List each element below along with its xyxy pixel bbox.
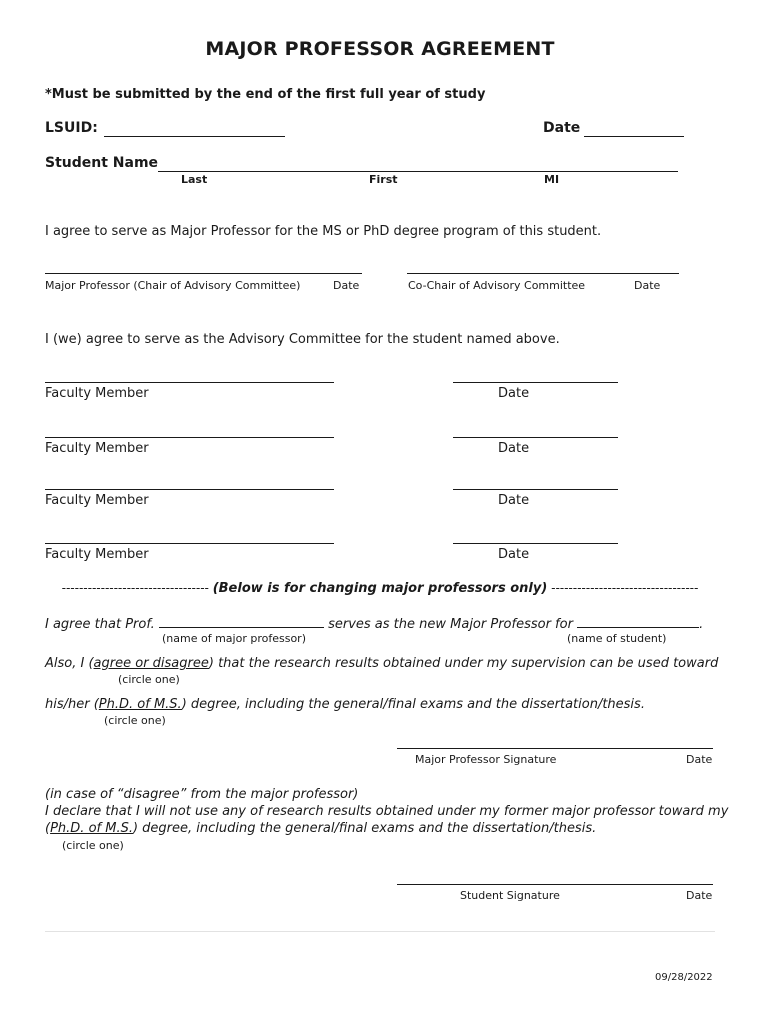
faculty-member-label: Faculty Member bbox=[45, 547, 149, 562]
faculty-signature-field[interactable] bbox=[45, 437, 334, 438]
student-degree-statement bbox=[45, 821, 596, 836]
date-field[interactable] bbox=[584, 136, 684, 137]
cochair-date-caption: Date bbox=[634, 279, 661, 292]
change-section-heading bbox=[45, 581, 715, 596]
faculty-signature-field[interactable] bbox=[45, 382, 334, 383]
research-text-2: ) that the research results obtained under my supervision can be used toward bbox=[208, 656, 719, 671]
student-degree-text: ) degree, including the general/final exams and the dissertation/thesis. bbox=[132, 821, 597, 836]
degree-statement bbox=[45, 697, 645, 712]
student-name-field[interactable] bbox=[158, 171, 678, 172]
name-of-major-professor-caption: (name of major professor) bbox=[162, 632, 306, 645]
major-professor-caption: Major Professor (Chair of Advisory Committee) bbox=[45, 279, 301, 292]
dashes-left: ---------------------------------- bbox=[61, 581, 209, 595]
student-signature-caption: Student Signature bbox=[460, 889, 560, 902]
cochair-caption: Co-Chair of Advisory Committee bbox=[408, 279, 586, 292]
student-name-blank[interactable] bbox=[577, 615, 699, 628]
major-professor-statement: I agree to serve as Major Professor for the MS or PhD degree program of this student. bbox=[45, 224, 602, 239]
faculty-date-field[interactable] bbox=[453, 489, 618, 490]
footer-date: 09/28/2022 bbox=[655, 972, 713, 983]
middle-initial-caption: MI bbox=[544, 173, 560, 186]
faculty-date-label: Date bbox=[498, 547, 530, 562]
major-professor-signature-caption: Major Professor Signature bbox=[415, 753, 557, 766]
new-professor-text-1: I agree that Prof. bbox=[45, 617, 159, 632]
footer-divider bbox=[45, 931, 715, 932]
faculty-member-label: Faculty Member bbox=[45, 386, 149, 401]
circle-one-caption: (circle one) bbox=[118, 673, 180, 686]
faculty-date-field[interactable] bbox=[453, 543, 618, 544]
disagree-note: (in case of “disagree” from the major professor) bbox=[45, 787, 359, 802]
new-professor-statement bbox=[45, 615, 703, 632]
research-text-1: Also, I ( bbox=[45, 656, 94, 671]
committee-statement: I (we) agree to serve as the Advisory Committee for the student named above. bbox=[45, 332, 560, 347]
major-professor-date-caption: Date bbox=[333, 279, 360, 292]
new-professor-text-2: serves as the new Major Professor for bbox=[323, 617, 578, 632]
faculty-member-label: Faculty Member bbox=[45, 493, 149, 508]
dashes-right: ---------------------------------- bbox=[551, 581, 699, 595]
student-signature-date-caption: Date bbox=[686, 889, 713, 902]
page-title: MAJOR PROFESSOR AGREEMENT bbox=[205, 38, 555, 60]
faculty-date-field[interactable] bbox=[453, 382, 618, 383]
degree-text-1: his/her ( bbox=[45, 697, 99, 712]
major-professor-name-field[interactable] bbox=[159, 615, 324, 628]
change-section-title: (Below is for changing major professors only) bbox=[212, 581, 548, 596]
student-name-label: Student Name bbox=[45, 155, 159, 171]
major-professor-signature-line[interactable] bbox=[397, 748, 713, 749]
circle-one-caption: (circle one) bbox=[104, 714, 166, 727]
faculty-date-label: Date bbox=[498, 441, 530, 456]
lsuid-label: LSUID: bbox=[45, 120, 98, 136]
faculty-signature-field[interactable] bbox=[45, 489, 334, 490]
student-signature-line[interactable] bbox=[397, 884, 713, 885]
lsuid-field[interactable] bbox=[104, 136, 285, 137]
submission-note: *Must be submitted by the end of the first full year of study bbox=[45, 87, 486, 102]
faculty-date-label: Date bbox=[498, 493, 530, 508]
faculty-signature-field[interactable] bbox=[45, 543, 334, 544]
agree-disagree-choice[interactable]: agree or disagree bbox=[93, 656, 209, 671]
new-professor-text-3: . bbox=[699, 617, 704, 632]
date-label: Date bbox=[543, 120, 581, 136]
student-degree-open: ( bbox=[45, 821, 51, 836]
degree-choice[interactable]: Ph.D. of M.S. bbox=[98, 697, 182, 712]
name-of-student-caption: (name of student) bbox=[567, 632, 667, 645]
faculty-date-label: Date bbox=[498, 386, 530, 401]
first-name-caption: First bbox=[369, 173, 398, 186]
circle-one-caption: (circle one) bbox=[62, 839, 124, 852]
student-degree-choice[interactable]: Ph.D. of M.S. bbox=[50, 821, 133, 836]
student-declaration: I declare that I will not use any of research results obtained under my former major professor toward my bbox=[45, 804, 729, 819]
faculty-date-field[interactable] bbox=[453, 437, 618, 438]
cochair-signature-field[interactable] bbox=[407, 273, 679, 274]
major-professor-signature-date-caption: Date bbox=[686, 753, 713, 766]
last-name-caption: Last bbox=[181, 173, 208, 186]
major-professor-signature-field[interactable] bbox=[45, 273, 362, 274]
degree-text-2: ) degree, including the general/final exams and the dissertation/thesis. bbox=[181, 697, 645, 712]
research-results-statement bbox=[45, 656, 718, 671]
faculty-member-label: Faculty Member bbox=[45, 441, 149, 456]
